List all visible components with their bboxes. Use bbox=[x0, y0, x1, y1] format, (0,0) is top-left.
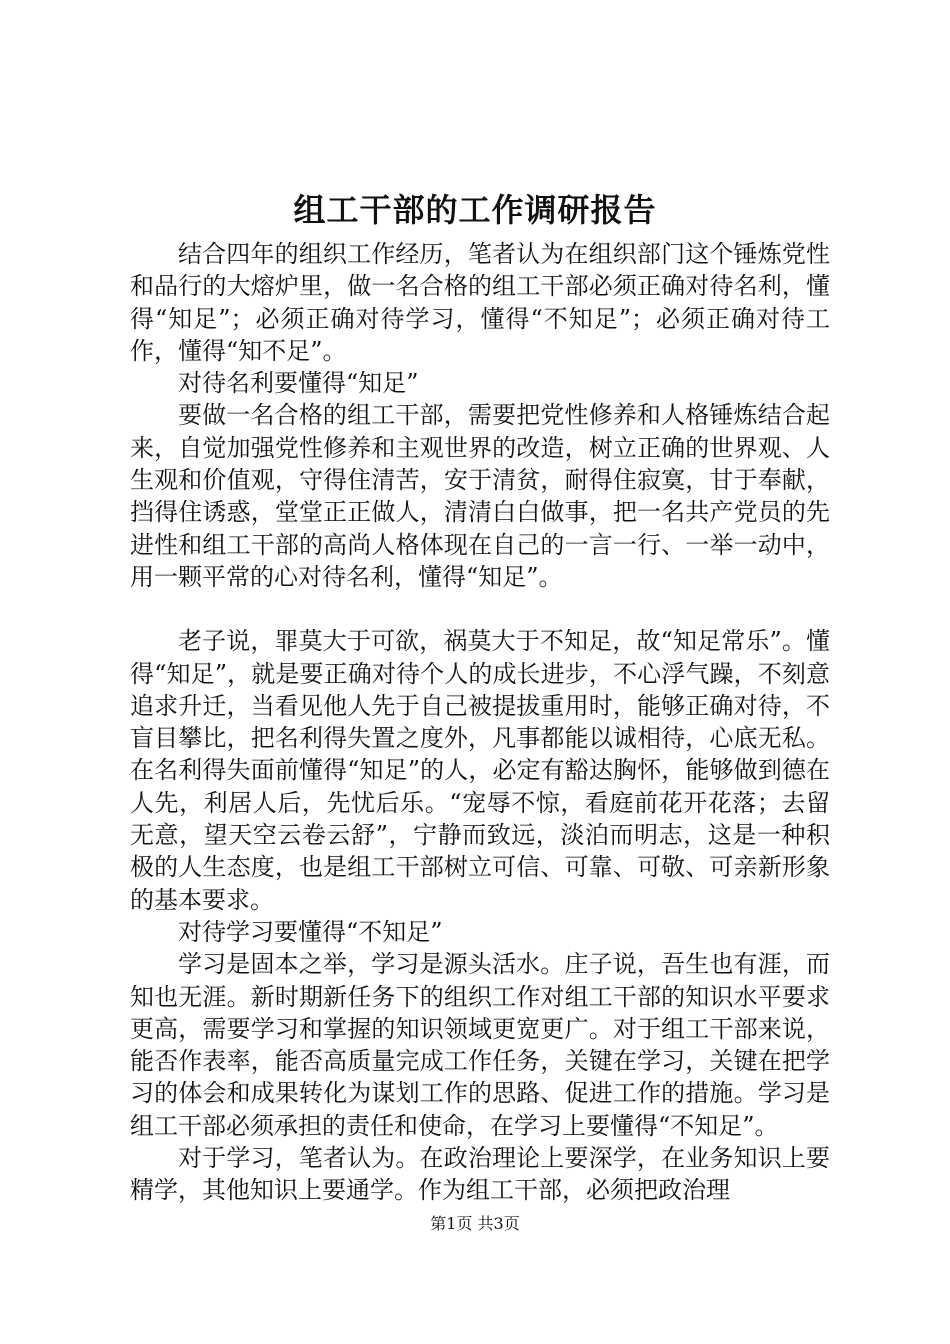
paragraph-study-1: 学习是固本之举，学习是源头活水。庄子说，吾生也有涯，而知也无涯。新时期新任务下的组织工作对组工干部的知识水平要求更高，需要学习和掌握的知识领域更宽更广。对于组工干部来说，能否作表率，能否高质量完成工作任务，关键在学习，关键在把学习的体会和成果转化为谋划工作的思路、促进工作的措施。学习是组工干部必须承担的责任和使命，在学习上要懂得“不知足”。 bbox=[130, 950, 830, 1140]
paragraph-study-2: 对于学习，笔者认为。在政治理论上要深学，在业务知识上要精学，其他知识上要通学。作为组工干部，必须把政治理 bbox=[130, 1144, 830, 1205]
section-heading-fame: 对待名利要懂得“知足” bbox=[178, 369, 419, 398]
document-body bbox=[130, 238, 830, 1207]
paragraph-fame-1: 要做一名合格的组工干部，需要把党性修养和人格锤炼结合起来，自觉加强党性修养和主观世界的改造，树立正确的世界观、人生观和价值观，守得住清苦，安于清贫，耐得住寂寞，甘于奉献，挡得住诱惑，堂堂正正做人，清清白白做事，把一名共产党员的先进性和组工干部的高尚人格体现在自己的一言一行、一举一动中，用一颗平常的心对待名利，懂得“知足”。 bbox=[130, 401, 830, 591]
document-title: 组工干部的工作调研报告 bbox=[293, 191, 657, 229]
page-number-footer: 第1页 共3页 bbox=[430, 1214, 520, 1233]
paragraph-intro: 结合四年的组织工作经历，笔者认为在组织部门这个锤炼党性和品行的大熔炉里，做一名合格的组工干部必须正确对待名利，懂得“知足”；必须正确对待学习，懂得“不知足”；必须正确对待工作，懂得“知不足”。 bbox=[130, 240, 830, 365]
paragraph-fame-2: 老子说，罪莫大于可欲，祸莫大于不知足，故“知足常乐”。懂得“知足”，就是要正确对待个人的成长进步，不心浮气躁，不刻意追求升迁，当看见他人先于自己被提拔重用时，能够正确对待，不盲目攀比，把名利得失置之度外，凡事都能以诚相待，心底无私。在名利得失面前懂得“知足”的人，必定有豁达胸怀，能够做到德在人先，利居人后，先忧后乐。“宠辱不惊，看庭前花开花落；去留无意，望天空云卷云舒”，宁静而致远，淡泊而明志，这是一种积极的人生态度，也是组工干部树立可信、可靠、可敬、可亲新形象的基本要求。 bbox=[130, 627, 830, 914]
section-heading-study: 对待学习要懂得“不知足” bbox=[178, 917, 443, 946]
